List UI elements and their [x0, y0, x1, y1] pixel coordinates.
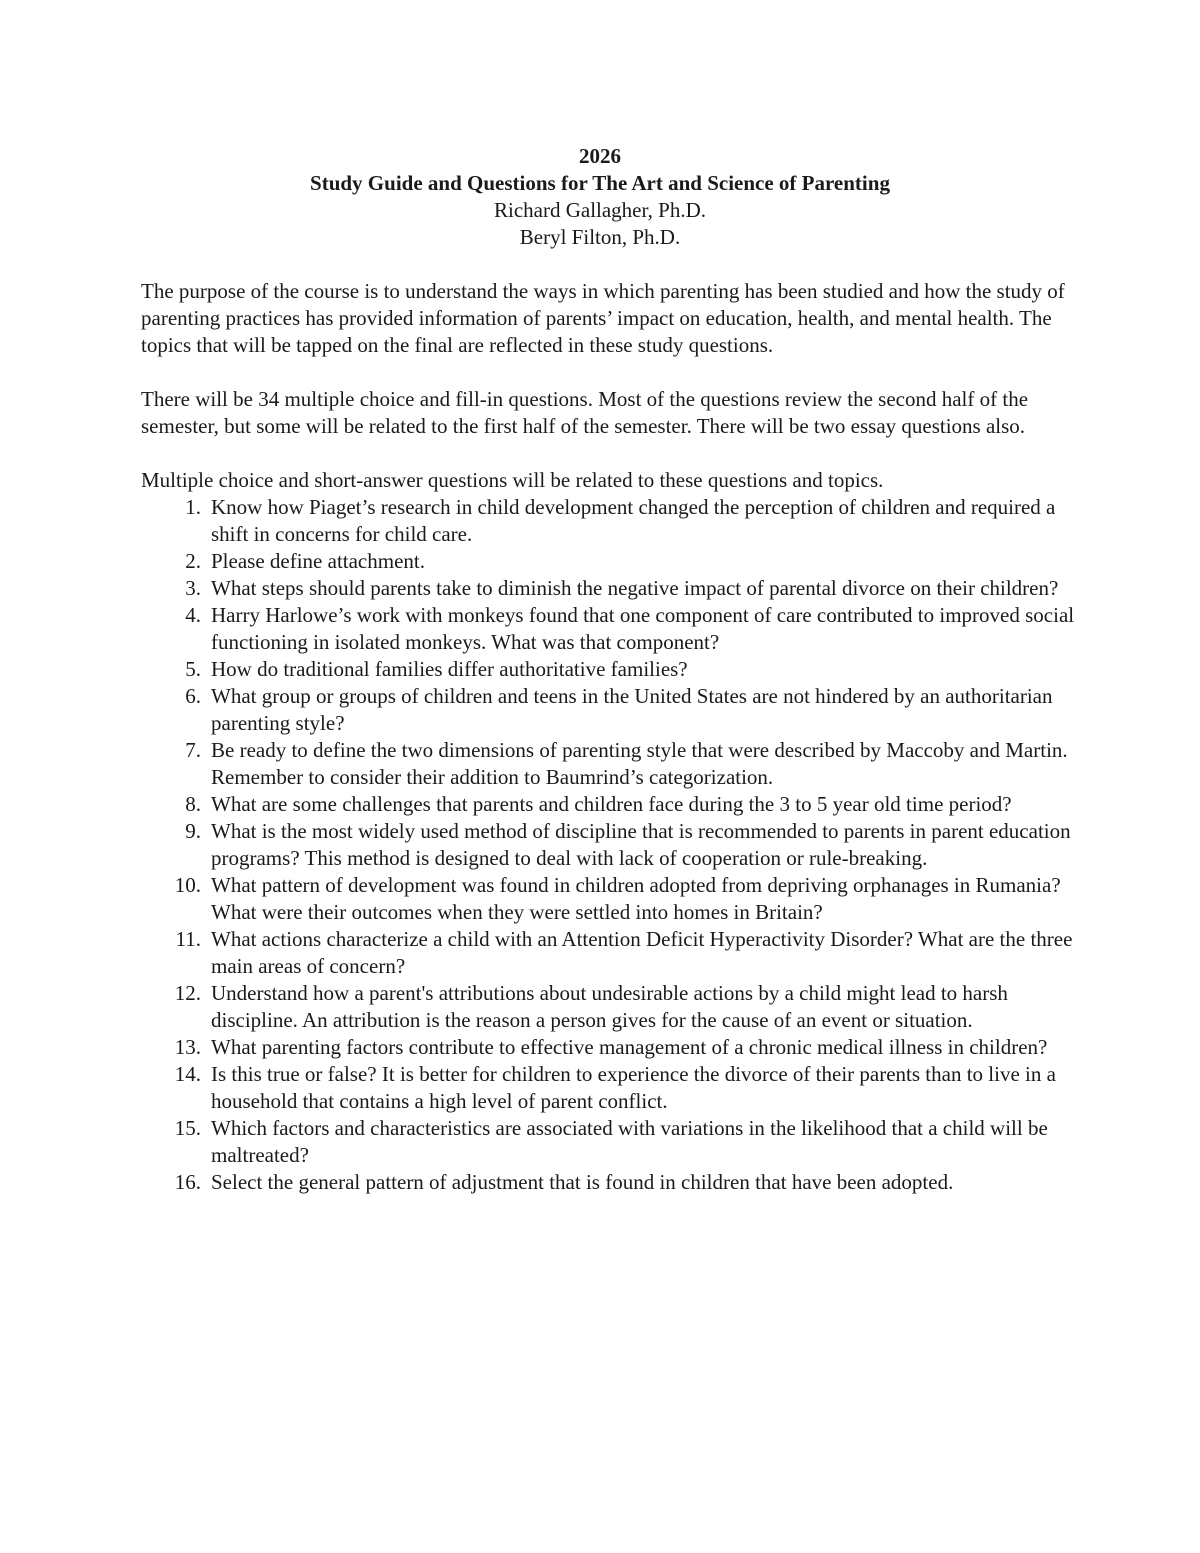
question-number: 11.	[175, 927, 201, 951]
question-number: 2.	[185, 549, 201, 573]
question-text: Harry Harlowe’s work with monkeys found that one component of care contributed to improved social functioning in isolated monkeys. What was that component?	[211, 603, 1075, 654]
question-text: Please define attachment.	[211, 549, 425, 573]
question-text: Understand how a parent's attributions about undesirable actions by a child might lead to harsh discipline. An attribution is the reason a person gives for the cause of an event or situation.	[211, 981, 1008, 1032]
purpose-paragraph: The purpose of the course is to understand the ways in which parenting has been studied and how the study of parenting practices has provided information of parents’ impact on education, health, and mental health. The topics that will be tapped on the final are reflected in these study questions.	[141, 279, 1065, 357]
question-text: What is the most widely used method of discipline that is recommended to parents in parent education programs? This method is designed to deal with lack of cooperation or rule-breaking.	[211, 819, 1071, 870]
list-item	[141, 980, 1076, 1034]
questions-intro: Multiple choice and short-answer questions will be related to these questions and topics.	[141, 468, 884, 492]
document-body	[141, 278, 1076, 1196]
question-number: 9.	[185, 819, 201, 843]
question-text: What group or groups of children and teens in the United States are not hindered by an authoritarian parenting style?	[211, 684, 1053, 735]
list-item	[141, 791, 1076, 818]
question-text: How do traditional families differ authoritative families?	[211, 657, 688, 681]
question-number: 1.	[185, 495, 201, 519]
question-text: Know how Piaget’s research in child development changed the perception of children and required a shift in concerns for child care.	[211, 495, 1056, 546]
document-year: 2026	[579, 144, 621, 168]
list-item	[141, 548, 1076, 575]
question-number: 7.	[185, 738, 201, 762]
list-item	[141, 575, 1076, 602]
question-number: 13.	[174, 1035, 201, 1059]
question-text: What actions characterize a child with an Attention Deficit Hyperactivity Disorder? What are the three main areas of concern?	[211, 927, 1073, 978]
question-text: Be ready to define the two dimensions of parenting style that were described by Maccoby and Martin. Remember to consider their addition to Baumrind’s categorization.	[211, 738, 1068, 789]
question-text: What pattern of development was found in children adopted from depriving orphanages in Rumania? What were their outcomes when they were settled into homes in Britain?	[211, 873, 1061, 924]
list-item	[141, 1034, 1076, 1061]
question-list	[141, 494, 1076, 1196]
list-item	[141, 1115, 1076, 1169]
question-number: 14.	[174, 1062, 201, 1086]
list-item	[141, 737, 1076, 791]
question-number: 8.	[185, 792, 201, 816]
question-text: What are some challenges that parents and children face during the 3 to 5 year old time period?	[211, 792, 1012, 816]
question-number: 12.	[174, 981, 201, 1005]
question-number: 16.	[174, 1170, 201, 1194]
author-2: Beryl Filton, Ph.D.	[519, 225, 681, 249]
list-item	[141, 656, 1076, 683]
question-text: Is this true or false? It is better for children to experience the divorce of their parents than to live in a household that contains a high level of parent conflict.	[211, 1062, 1056, 1113]
author-1: Richard Gallagher, Ph.D.	[493, 198, 707, 222]
list-item	[141, 1061, 1076, 1115]
question-number: 4.	[185, 603, 201, 627]
question-text: Which factors and characteristics are associated with variations in the likelihood that a child will be maltreated?	[211, 1116, 1048, 1167]
list-item	[141, 1169, 1076, 1196]
question-number: 10.	[174, 873, 201, 897]
question-text: What steps should parents take to diminish the negative impact of parental divorce on their children?	[211, 576, 1059, 600]
list-item	[141, 926, 1076, 980]
question-text: What parenting factors contribute to effective management of a chronic medical illness in children?	[211, 1035, 1048, 1059]
document-header	[0, 143, 1200, 251]
question-number: 15.	[174, 1116, 201, 1140]
list-item	[141, 683, 1076, 737]
question-number: 5.	[185, 657, 201, 681]
question-number: 6.	[185, 684, 201, 708]
list-item	[141, 872, 1076, 926]
exam-paragraph: There will be 34 multiple choice and fill-in questions. Most of the questions review the second half of the semester, but some will be related to the first half of the semester. There will be two essay questions also.	[141, 387, 1029, 438]
list-item	[141, 818, 1076, 872]
question-text: Select the general pattern of adjustment that is found in children that have been adopted.	[211, 1170, 954, 1194]
document-title: Study Guide and Questions for The Art and Science of Parenting	[310, 171, 890, 195]
question-number: 3.	[185, 576, 201, 600]
list-item	[141, 602, 1076, 656]
list-item	[141, 494, 1076, 548]
